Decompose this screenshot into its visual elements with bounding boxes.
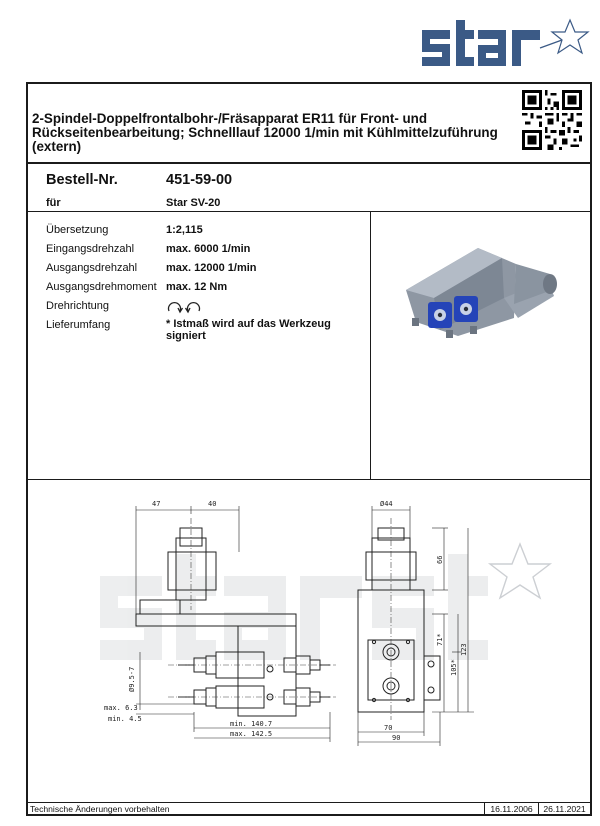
dim-40: 40 [208, 500, 217, 508]
spec-value: max. 6000 1/min [166, 243, 251, 255]
spec-row-output-speed [46, 262, 366, 280]
dim-max-142-5: max. 142.5 [230, 730, 273, 738]
order-number-label: Bestell-Nr. [46, 172, 118, 188]
product-title: 2-Spindel-Doppelfrontalbohr-/Fräsapparat ER11 für Front- und Rückseitenbearbeitung; Schnelllauf 12000 1/min mit Kühlmittelzuführung (extern) [32, 111, 498, 154]
spec-row-output-torque [46, 281, 366, 299]
dim-90: 90 [392, 734, 401, 742]
title-section [28, 84, 590, 164]
technical-drawing [28, 480, 590, 802]
product-render [398, 240, 568, 345]
dim-47: 47 [152, 500, 161, 508]
specifications-section [28, 212, 590, 480]
column-divider [370, 212, 371, 479]
dim-diameter-44: Ø44 [380, 500, 393, 508]
machine-name: Star SV-20 [166, 197, 221, 209]
spec-note: * Istmaß wird auf das Werkzeug signiert [166, 318, 331, 342]
dim-min-140-7: min. 140.7 [230, 720, 273, 728]
dim-min-4-5: min. 4.5 [108, 715, 142, 723]
spec-value: max. 12 Nm [166, 281, 228, 293]
spec-label: Ausgangsdrehzahl [46, 262, 138, 274]
spec-label: Übersetzung [46, 224, 109, 236]
spec-row-delivery [46, 319, 366, 345]
date-revised: 26.11.2021 [538, 803, 590, 816]
dim-105: 105* [450, 659, 458, 676]
spec-label: Ausgangsdrehmoment [46, 281, 157, 293]
footer [28, 802, 590, 816]
star-watermark [100, 554, 488, 660]
spec-label: Eingangsdrehzahl [46, 243, 135, 255]
spec-value: 1:2,115 [166, 224, 203, 236]
qr-code [522, 90, 582, 150]
date-created: 16.11.2006 [484, 803, 538, 816]
dim-71: 71* [436, 633, 444, 646]
star-logo [420, 8, 592, 76]
dim-max-6-3: max. 6.3 [104, 704, 138, 712]
datasheet [26, 82, 592, 816]
dim-66: 66 [436, 555, 444, 564]
machine-label: für [46, 197, 61, 209]
spec-row-ratio [46, 224, 366, 242]
dim-123: 123 [460, 643, 468, 656]
spec-label: Lieferumfang [46, 319, 111, 331]
spec-value: max. 12000 1/min [166, 262, 257, 274]
watermark-star-icon [490, 544, 550, 598]
order-section [28, 164, 590, 212]
spec-row-input-speed [46, 243, 366, 261]
rotation-direction-icon [166, 300, 202, 316]
spec-label: Drehrichtung [46, 300, 109, 312]
footer-note: Technische Änderungen vorbehalten [30, 804, 170, 814]
dim-70: 70 [384, 724, 393, 732]
spec-row-rotation [46, 300, 366, 318]
dim-diameter-9-5: Ø9.5-7 [128, 666, 136, 692]
order-number: 451-59-00 [166, 172, 233, 188]
